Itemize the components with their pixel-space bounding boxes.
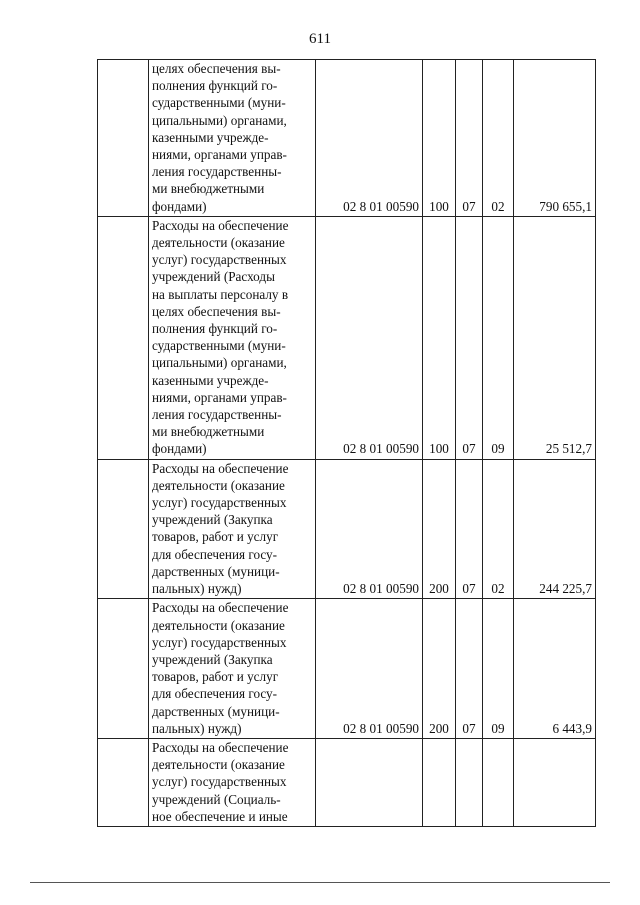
table-row: [98, 60, 596, 217]
description-cell: [149, 738, 316, 826]
description-line: деятельности (оказание: [152, 617, 285, 633]
table-row: [98, 738, 596, 826]
empty-cell: [98, 60, 149, 217]
expense-type-cell: [423, 738, 456, 826]
expense-type-cell: 200: [423, 459, 456, 599]
description-line: услуг) государственных: [152, 252, 287, 268]
description-line: товаров, работ и услуг: [152, 529, 279, 545]
subsection-cell: [483, 738, 514, 826]
description-line: учреждений (Социаль-: [152, 791, 281, 807]
table-row: [98, 599, 596, 739]
description-line: деятельности (оказание: [152, 477, 285, 493]
description-line: сударственными (муни-: [152, 95, 286, 111]
target-code-cell: 02 8 01 00590: [316, 599, 423, 739]
target-code-cell: 02 8 01 00590: [316, 459, 423, 599]
amount-cell: 244 225,7: [514, 459, 596, 599]
description-cell: [149, 599, 316, 739]
description-line: сударственными (муни-: [152, 338, 286, 354]
target-code-cell: 02 8 01 00590: [316, 216, 423, 459]
description-line: деятельности (оказание: [152, 235, 285, 251]
description-line: дарственных (муници-: [152, 563, 280, 579]
description-line: Расходы на обеспечение: [152, 739, 289, 755]
description-line: учреждений (Закупка: [152, 512, 273, 528]
description-cell: [149, 60, 316, 217]
amount-cell: 25 512,7: [514, 216, 596, 459]
description-line: учреждений (Расходы: [152, 269, 275, 285]
description-line: казенными учрежде-: [152, 372, 269, 388]
description-cell: [149, 459, 316, 599]
subsection-cell: 09: [483, 216, 514, 459]
expense-type-cell: 200: [423, 599, 456, 739]
target-code-cell: 02 8 01 00590: [316, 60, 423, 217]
description-line: дарственных (муници-: [152, 703, 280, 719]
budget-table: [97, 59, 596, 827]
description-line: ципальными) органами,: [152, 355, 287, 371]
description-line: ми внебюджетными: [152, 424, 265, 440]
description-line: услуг) государственных: [152, 495, 287, 511]
description-line: фондами): [152, 198, 207, 214]
expense-type-cell: 100: [423, 60, 456, 217]
description-line: товаров, работ и услуг: [152, 669, 279, 685]
bottom-rule: [30, 882, 610, 883]
description-line: полнения функций го-: [152, 78, 278, 94]
description-line: пальных) нужд): [152, 720, 242, 736]
empty-cell: [98, 738, 149, 826]
subsection-cell: 09: [483, 599, 514, 739]
subsection-cell: 02: [483, 60, 514, 217]
description-line: услуг) государственных: [152, 774, 287, 790]
description-line: на выплаты персоналу в: [152, 286, 289, 302]
table-row: [98, 216, 596, 459]
expense-type-cell: 100: [423, 216, 456, 459]
description-line: пальных) нужд): [152, 581, 242, 597]
section-cell: 07: [456, 60, 483, 217]
description-line: ниями, органами управ-: [152, 147, 287, 163]
description-line: ми внебюджетными: [152, 181, 265, 197]
section-cell: 07: [456, 599, 483, 739]
description-line: Расходы на обеспечение: [152, 600, 289, 616]
description-line: целях обеспечения вы-: [152, 61, 281, 76]
empty-cell: [98, 216, 149, 459]
amount-cell: 790 655,1: [514, 60, 596, 217]
section-cell: [456, 738, 483, 826]
description-line: для обеспечения госу-: [152, 686, 278, 702]
empty-cell: [98, 459, 149, 599]
description-line: целях обеспечения вы-: [152, 303, 281, 319]
budget-table-body: [98, 60, 596, 827]
description-line: деятельности (оказание: [152, 757, 285, 773]
subsection-cell: 02: [483, 459, 514, 599]
description-line: ное обеспечение и иные: [152, 808, 288, 824]
description-line: фондами): [152, 441, 207, 457]
description-line: казенными учрежде-: [152, 129, 269, 145]
description-cell: [149, 216, 316, 459]
table-row: [98, 459, 596, 599]
amount-cell: 6 443,9: [514, 599, 596, 739]
description-line: для обеспечения госу-: [152, 546, 278, 562]
description-line: ления государственны-: [152, 407, 282, 423]
section-cell: 07: [456, 216, 483, 459]
empty-cell: [98, 599, 149, 739]
description-line: услуг) государственных: [152, 634, 287, 650]
amount-cell: [514, 738, 596, 826]
description-line: ниями, органами управ-: [152, 389, 287, 405]
target-code-cell: [316, 738, 423, 826]
description-line: полнения функций го-: [152, 321, 278, 337]
page-number: 611: [309, 31, 331, 47]
description-line: ципальными) органами,: [152, 112, 287, 128]
description-line: учреждений (Закупка: [152, 651, 273, 667]
description-line: ления государственны-: [152, 164, 282, 180]
description-line: Расходы на обеспечение: [152, 460, 289, 476]
description-line: Расходы на обеспечение: [152, 217, 289, 233]
section-cell: 07: [456, 459, 483, 599]
